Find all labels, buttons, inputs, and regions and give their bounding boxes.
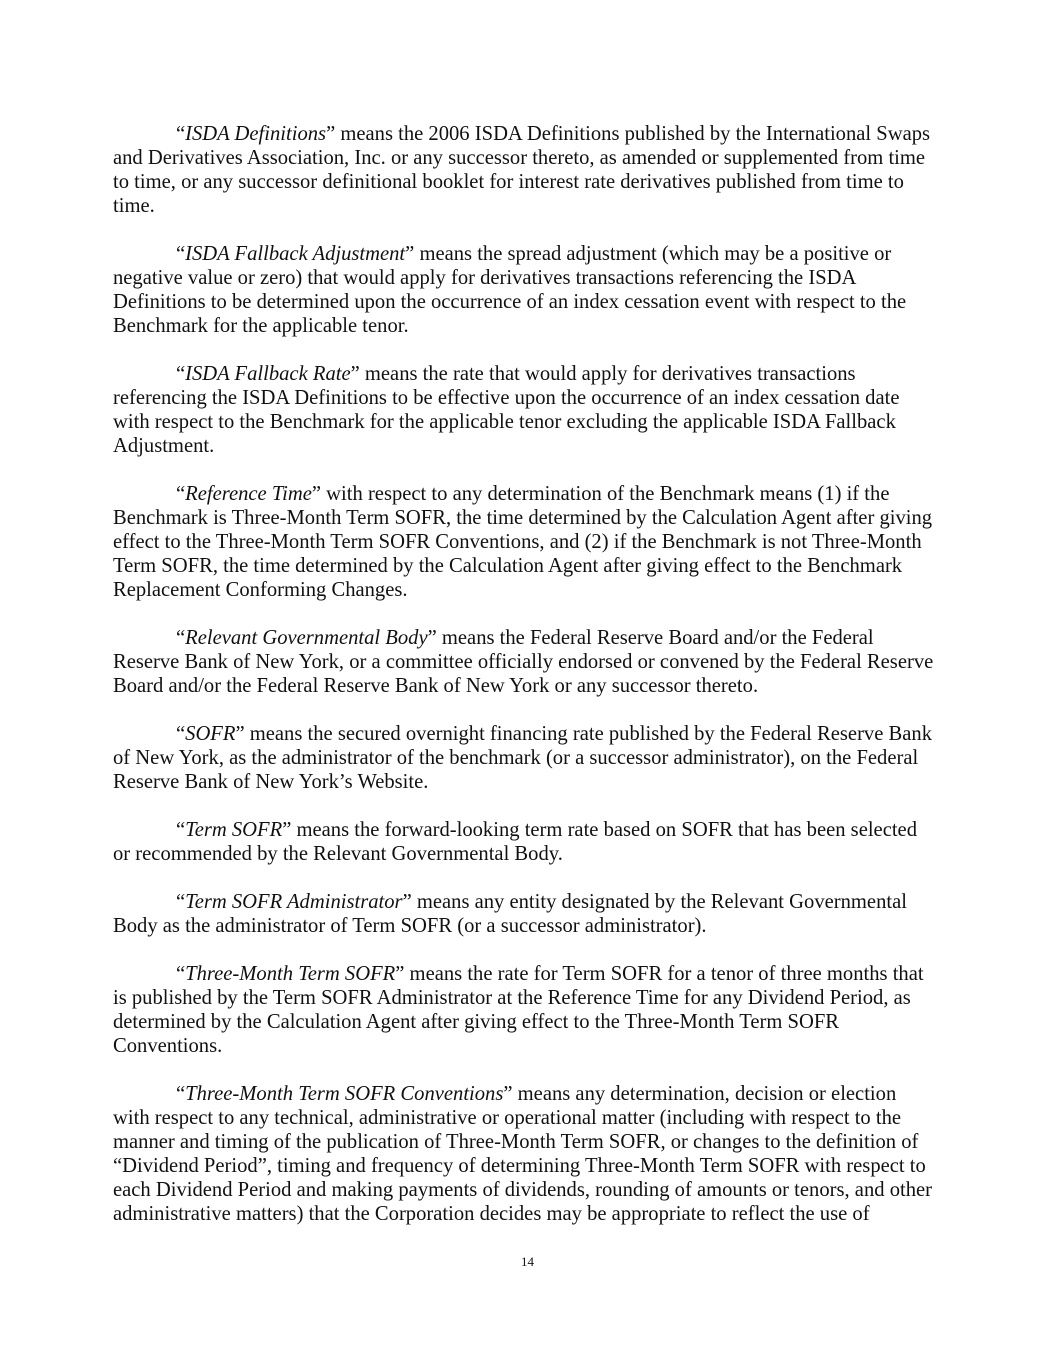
defined-term: ISDA Definitions	[185, 123, 327, 145]
close-quote: ”	[350, 363, 360, 385]
definition-isda-definitions	[113, 122, 935, 218]
definition-text: means any entity designated by the Relevant Governmental Body as the administrator of Term SOFR (or a successor administrator).	[113, 891, 907, 937]
open-quote: “	[176, 243, 186, 265]
open-quote: “	[176, 627, 186, 649]
open-quote: “	[176, 963, 186, 985]
definition-text: means the 2006 ISDA Definitions published by the International Swaps and Derivatives Association, Inc. or any successor thereto, as amended or supplemented from time to time, or any successor definitional booklet for interest rate derivatives published from time to time.	[113, 123, 931, 217]
close-quote: ”	[395, 963, 405, 985]
definition-relevant-governmental-body	[113, 626, 935, 698]
close-quote: ”	[235, 723, 245, 745]
close-quote: ”	[405, 243, 415, 265]
definition-isda-fallback-adjustment	[113, 242, 935, 338]
document-body	[113, 122, 935, 1250]
definition-text: means the Federal Reserve Board and/or the Federal Reserve Bank of New York, or a committee officially endorsed or convened by the Federal Reserve Board and/or the Federal Reserve Bank of New York or any successor thereto.	[113, 627, 934, 697]
close-quote: ”	[326, 123, 336, 145]
definition-term-sofr	[113, 818, 935, 866]
definition-isda-fallback-rate	[113, 362, 935, 458]
definition-sofr	[113, 722, 935, 794]
definition-text: means the rate for Term SOFR for a tenor of three months that is published by the Term SOFR Administrator at the Reference Time for any Dividend Period, as determined by the Calculation Agent after giving effect to the Three-Month Term SOFR Conventions.	[113, 963, 924, 1057]
definition-text: with respect to any determination of the Benchmark means (1) if the Benchmark is Three-Month Term SOFR, the time determined by the Calculation Agent after giving effect to the Three-Month Term SOFR Conventions, and (2) if the Benchmark is not Three-Month Term SOFR, the time determined by the Calculation Agent after giving effect to the Benchmark Replacement Conforming Changes.	[113, 483, 933, 601]
definition-text: means the forward-looking term rate based on SOFR that has been selected or recommended by the Relevant Governmental Body.	[113, 819, 917, 865]
close-quote: ”	[503, 1083, 513, 1105]
close-quote: ”	[311, 483, 322, 505]
close-quote: ”	[427, 627, 437, 649]
defined-term: ISDA Fallback Adjustment	[185, 243, 406, 265]
defined-term: Term SOFR Administrator	[185, 891, 403, 913]
defined-term: Reference Time	[185, 483, 312, 505]
open-quote: “	[176, 483, 186, 505]
defined-term: Three-Month Term SOFR	[185, 963, 396, 985]
definition-text: means the rate that would apply for derivatives transactions referencing the ISDA Definitions to be effective upon the occurrence of an index cessation date with respect to the Benchmark for the applicable tenor excluding the applicable ISDA Fallback Adjustment.	[113, 363, 900, 457]
open-quote: “	[176, 891, 186, 913]
definition-three-month-term-sofr	[113, 962, 935, 1058]
open-quote: “	[176, 363, 186, 385]
definition-text: means any determination, decision or election with respect to any technical, administrative or operational matter (including with respect to the manner and timing of the publication of Three-Month Term SOFR, or changes to the definition of “Dividend Period”, timing and frequency of determining Three-Month Term SOFR with respect to each Dividend Period and making payments of dividends, rounding of amounts or tenors, and other administrative matters) that the Corporation decides may be appropriate to reflect the use of	[113, 1083, 933, 1225]
defined-term: Relevant Governmental Body	[185, 627, 428, 649]
definition-text: means the spread adjustment (which may be a positive or negative value or zero) that would apply for derivatives transactions referencing the ISDA Definitions to be determined upon the occurrence of an index cessation event with respect to the Benchmark for the applicable tenor.	[113, 243, 907, 337]
close-quote: ”	[402, 891, 412, 913]
open-quote: “	[176, 1083, 186, 1105]
defined-term: ISDA Fallback Rate	[185, 363, 351, 385]
open-quote: “	[176, 819, 186, 841]
open-quote: “	[176, 123, 186, 145]
defined-term: SOFR	[185, 723, 236, 745]
close-quote: ”	[282, 819, 292, 841]
definition-reference-time	[113, 482, 935, 602]
definition-term-sofr-administrator	[113, 890, 935, 938]
definition-text: means the secured overnight financing rate published by the Federal Reserve Bank of New York, as the administrator of the benchmark (or a successor administrator), on the Federal Reserve Bank of New York’s Website.	[113, 723, 932, 793]
definition-three-month-term-sofr-conventions	[113, 1082, 935, 1226]
open-quote: “	[176, 723, 186, 745]
page-number: 14	[521, 1254, 534, 1269]
defined-term: Three-Month Term SOFR Conventions	[185, 1083, 504, 1105]
defined-term: Term SOFR	[185, 819, 283, 841]
